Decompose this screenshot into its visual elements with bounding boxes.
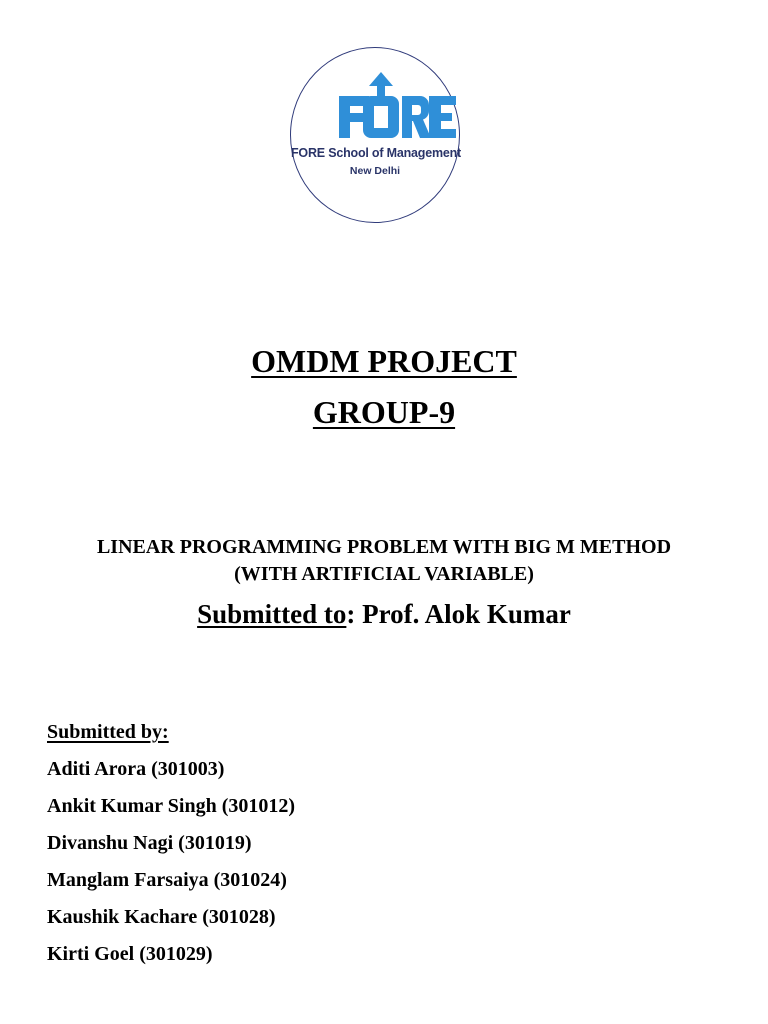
member-item: Manglam Farsaiya (301024) (47, 869, 287, 891)
member-item: Ankit Kumar Singh (301012) (47, 795, 296, 817)
submitted-by-section (47, 718, 295, 977)
submitted-by-heading: Submitted by: (47, 721, 169, 743)
group-title: GROUP-9 (312, 394, 456, 430)
member-item: Kirti Goel (301029) (47, 943, 213, 965)
logo-institution-city: New Delhi (349, 165, 401, 177)
topic-line-2: (WITH ARTIFICIAL VARIABLE) (234, 563, 534, 585)
fore-logo-icon (291, 48, 461, 224)
submitted-to-name: : Prof. Alok Kumar (346, 599, 571, 629)
member-item: Divanshu Nagi (301019) (47, 832, 252, 854)
project-title: OMDM PROJECT (251, 343, 517, 379)
logo-institution-name: FORE School of Management (291, 146, 462, 160)
member-item: Aditi Arora (301003) (47, 758, 225, 780)
submitted-to-line (0, 599, 768, 630)
member-item: Kaushik Kachare (301028) (47, 906, 276, 928)
institution-logo-seal (290, 47, 460, 223)
submitted-to-label: Submitted to (197, 599, 347, 629)
topic-line-1: LINEAR PROGRAMMING PROBLEM WITH BIG M METHOD (96, 536, 672, 558)
